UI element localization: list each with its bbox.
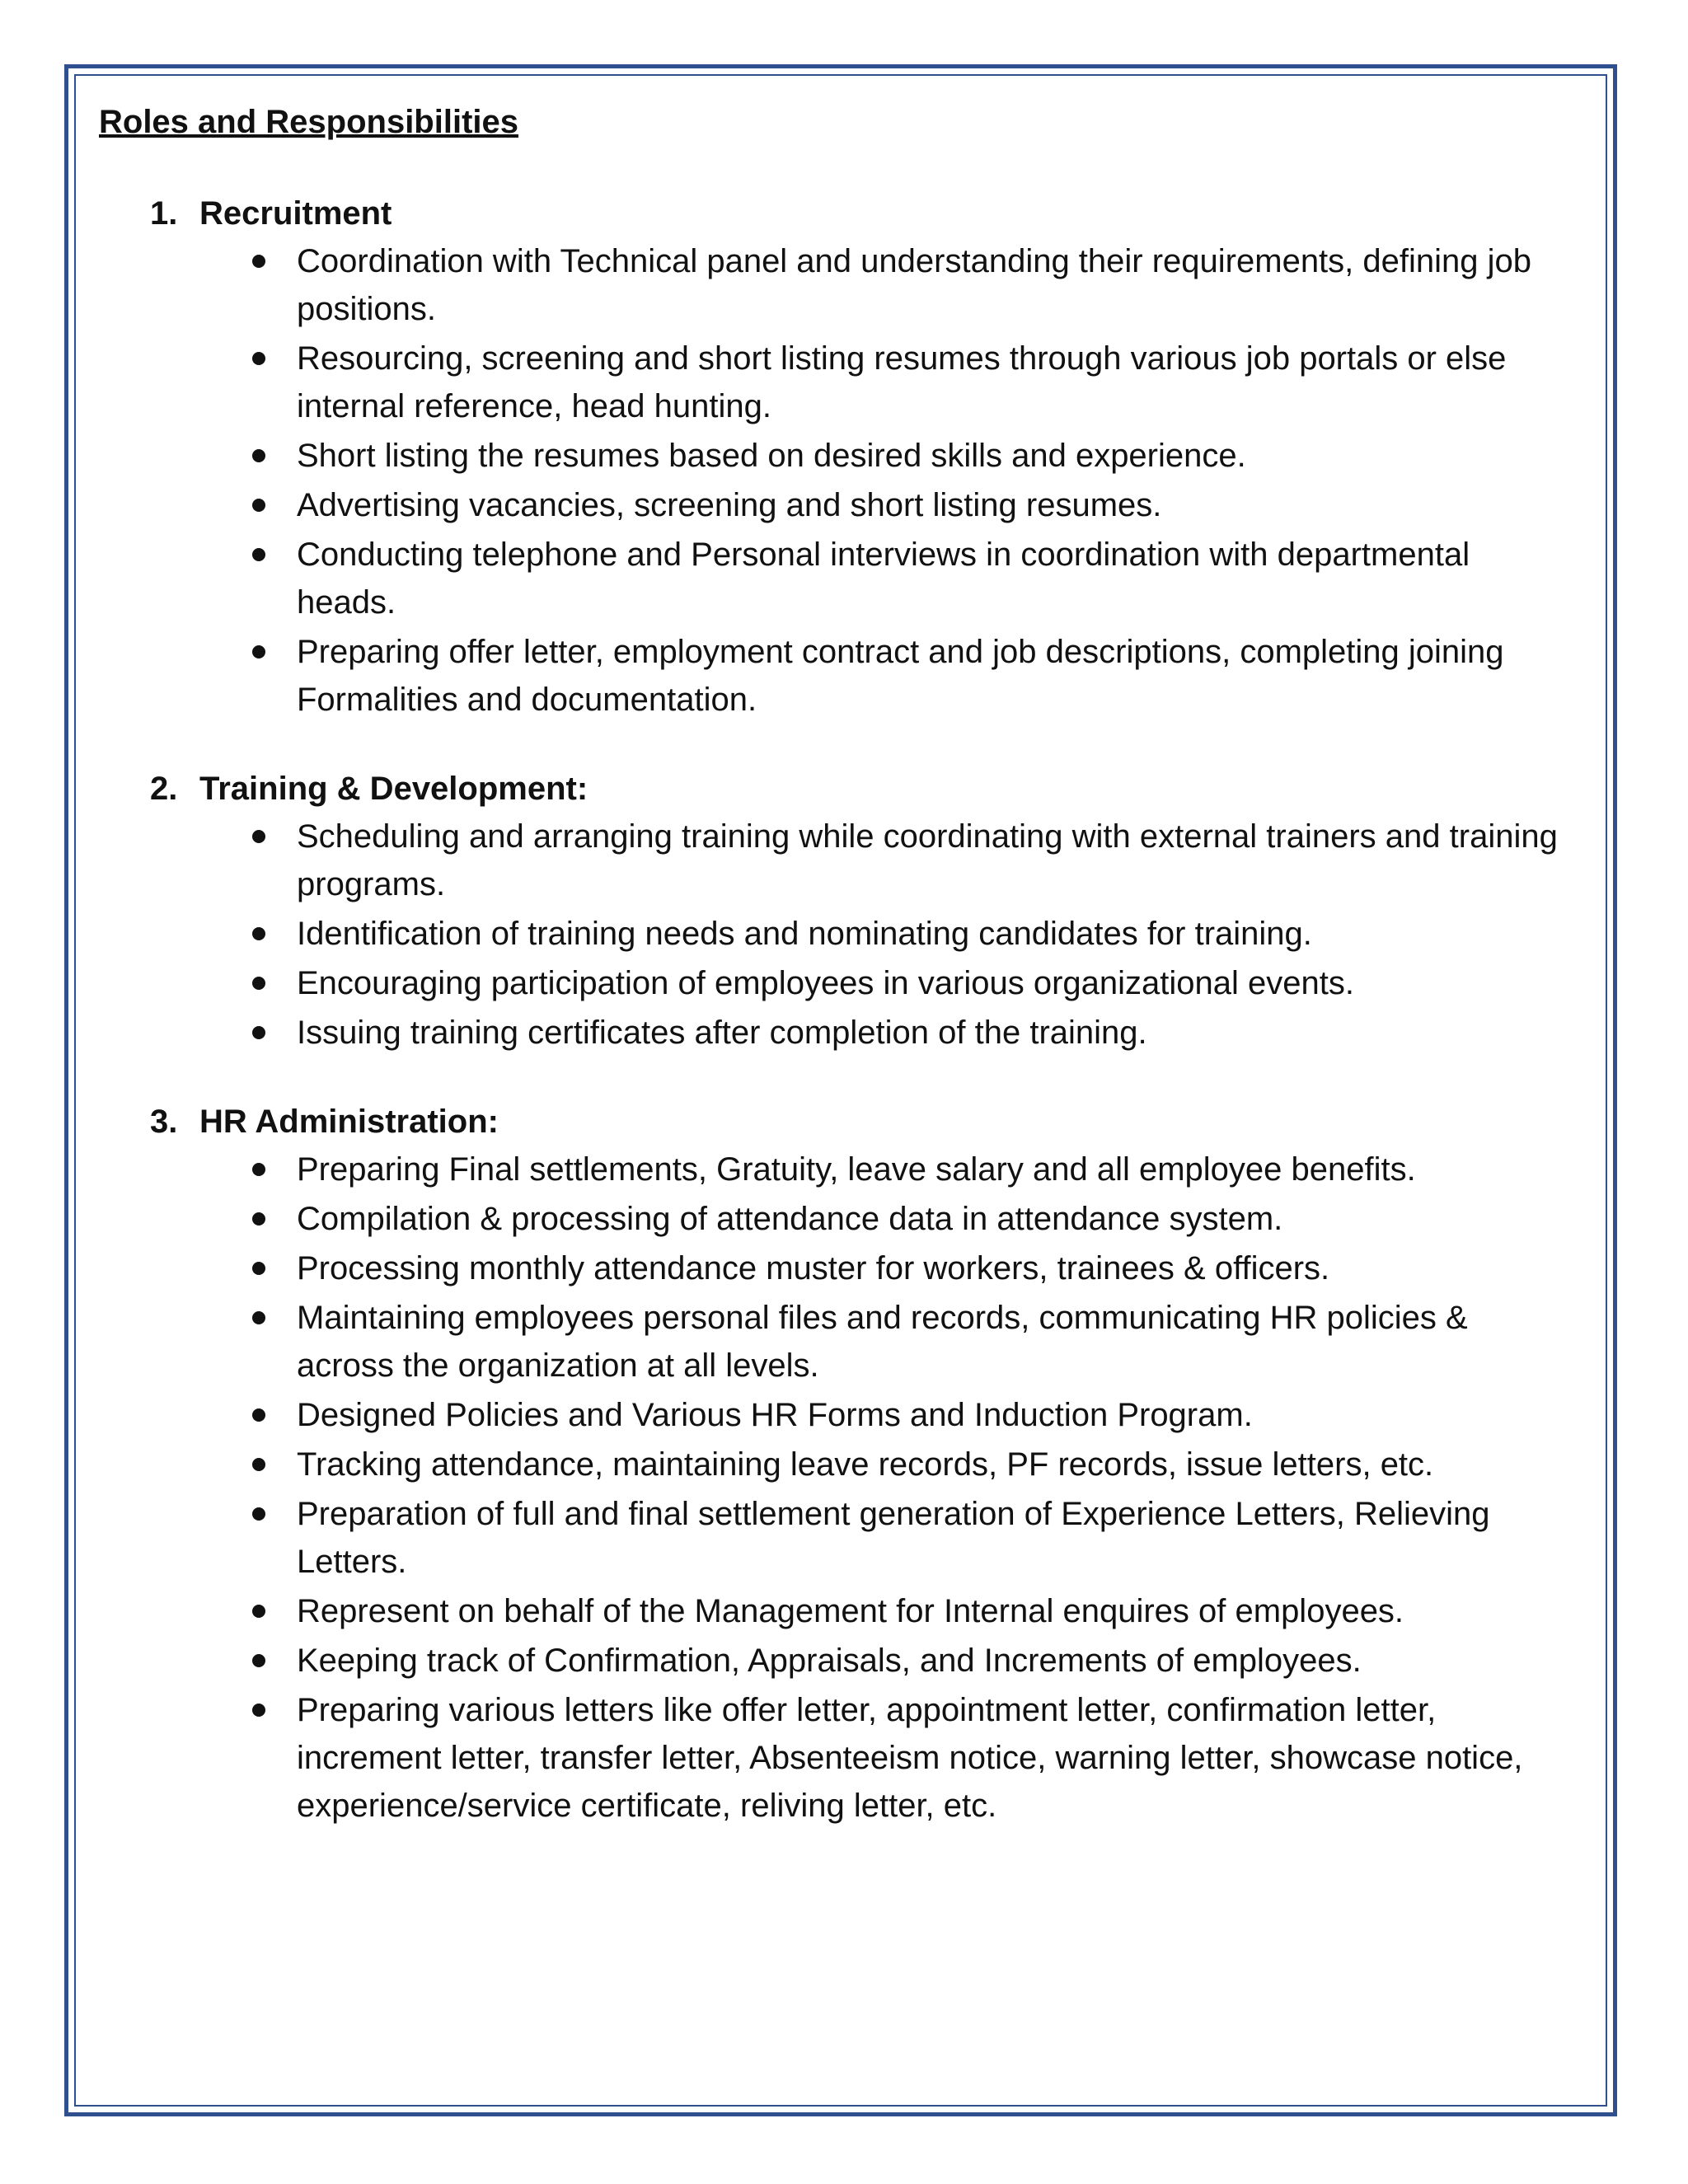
list-item [99, 1441, 1582, 1488]
list-item-text: Represent on behalf of the Management for Internal enquires of employees. [297, 1593, 1404, 1629]
bullet-icon [252, 1507, 265, 1521]
list-item [99, 531, 1582, 626]
section-title-text: Recruitment [199, 195, 392, 232]
list-item-text: Conducting telephone and Personal interviews in coordination with departmental heads. [297, 537, 1470, 621]
page-title: Roles and Responsibilities [99, 104, 519, 140]
list-item [99, 1686, 1582, 1830]
list-item [99, 237, 1582, 333]
section [99, 1098, 1582, 1830]
bullet-icon [252, 1163, 265, 1176]
list-item [99, 1195, 1582, 1243]
section [99, 190, 1582, 724]
bullet-icon [252, 548, 265, 561]
list-item-text: Advertising vacancies, screening and short listing resumes. [297, 487, 1162, 523]
bullet-icon [252, 255, 265, 268]
list-item-text: Preparing Final settlements, Gratuity, leave salary and all employee benefits. [297, 1151, 1416, 1188]
bullet-icon [252, 1654, 265, 1667]
list-item-text: Preparation of full and final settlement generation of Experience Letters, Relieving Letters. [297, 1496, 1490, 1580]
list-item-text: Issuing training certificates after completion of the training. [297, 1015, 1147, 1051]
list-item-text: Tracking attendance, maintaining leave records, PF records, issue letters, etc. [297, 1446, 1434, 1483]
list-item [99, 1391, 1582, 1439]
list-item-text: Encouraging participation of employees in various organizational events. [297, 965, 1354, 1001]
list-item-text: Resourcing, screening and short listing resumes through various job portals or else internal reference, head hunting. [297, 340, 1507, 424]
list-item [99, 1244, 1582, 1292]
document-content [99, 97, 1582, 1871]
section-number: 2. [150, 771, 178, 807]
list-item-text: Coordination with Technical panel and understanding their requirements, defining job positions. [297, 243, 1532, 327]
list-item-text: Preparing various letters like offer letter, appointment letter, confirmation letter, increment letter, transfer letter, Absenteeism notice, warning letter, showcase notice, experience/service certificate, reliving letter, etc. [297, 1692, 1523, 1824]
list-item [99, 628, 1582, 724]
list-item-text: Compilation & processing of attendance data in attendance system. [297, 1201, 1283, 1237]
section-number: 1. [150, 195, 178, 232]
list-item [99, 1146, 1582, 1193]
list-item-text: Short listing the resumes based on desired skills and experience. [297, 438, 1246, 474]
list-item-text: Maintaining employees personal files and records, communicating HR policies & across the organization at all levels. [297, 1300, 1468, 1384]
bullet-list [99, 237, 1582, 724]
bullet-icon [252, 645, 265, 658]
sections-container [99, 190, 1582, 1830]
section-title [99, 1098, 1582, 1146]
section-number: 3. [150, 1104, 178, 1140]
list-item-text: Preparing offer letter, employment contract and job descriptions, completing joining Formalities and documentation. [297, 634, 1504, 718]
list-item [99, 1009, 1582, 1057]
list-item [99, 1587, 1582, 1635]
list-item-text: Designed Policies and Various HR Forms and Induction Program. [297, 1397, 1253, 1433]
bullet-icon [252, 1458, 265, 1471]
section-title-text: HR Administration: [199, 1104, 499, 1140]
list-item [99, 432, 1582, 480]
list-item [99, 335, 1582, 430]
list-item [99, 1490, 1582, 1586]
bullet-icon [252, 352, 265, 365]
section-title [99, 190, 1582, 237]
bullet-icon [252, 1704, 265, 1717]
section-title [99, 765, 1582, 813]
list-item [99, 481, 1582, 529]
bullet-icon [252, 1605, 265, 1618]
bullet-icon [252, 1311, 265, 1324]
section-title-text: Training & Development: [199, 771, 588, 807]
bullet-list [99, 1146, 1582, 1830]
list-item [99, 910, 1582, 958]
list-item-text: Keeping track of Confirmation, Appraisals, and Increments of employees. [297, 1643, 1362, 1679]
list-item [99, 813, 1582, 908]
list-item-text: Scheduling and arranging training while coordinating with external trainers and training programs. [297, 818, 1558, 902]
section [99, 765, 1582, 1057]
list-item [99, 1637, 1582, 1685]
bullet-icon [252, 1408, 265, 1422]
list-item-text: Processing monthly attendance muster for workers, trainees & officers. [297, 1250, 1330, 1286]
list-item [99, 959, 1582, 1007]
bullet-icon [252, 1262, 265, 1275]
list-item-text: Identification of training needs and nominating candidates for training. [297, 916, 1312, 952]
bullet-list [99, 813, 1582, 1057]
bullet-icon [252, 1212, 265, 1226]
bullet-icon [252, 499, 265, 512]
bullet-icon [252, 927, 265, 940]
bullet-icon [252, 830, 265, 843]
bullet-icon [252, 1026, 265, 1039]
bullet-icon [252, 449, 265, 462]
bullet-icon [252, 977, 265, 990]
list-item [99, 1294, 1582, 1390]
